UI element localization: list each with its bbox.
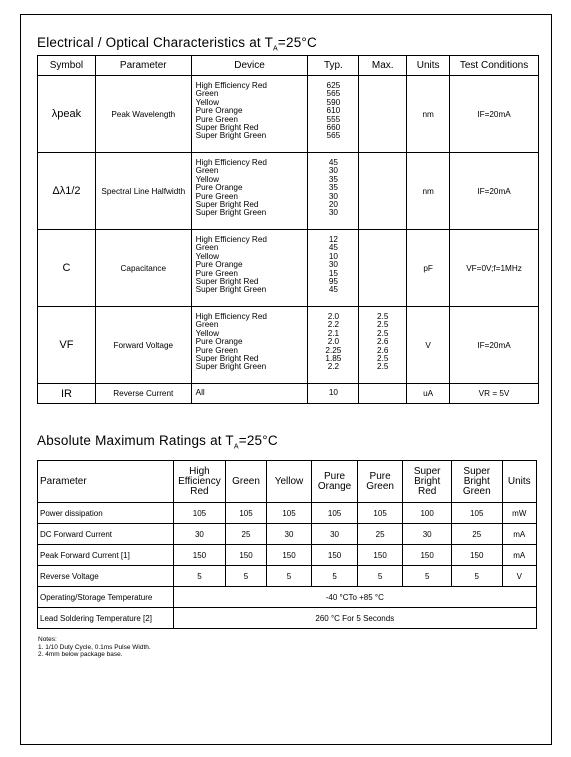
units-cell: pF: [407, 230, 450, 307]
header-line: Pure: [323, 470, 346, 482]
typ-cell: [308, 76, 359, 153]
units-cell: V: [407, 307, 450, 384]
device-name: Yellow: [195, 251, 220, 261]
table-row: [38, 230, 539, 307]
max-value: 2.5: [377, 362, 389, 372]
header-line: High: [189, 465, 210, 477]
device-name: Yellow: [195, 97, 220, 107]
device-cell: [191, 76, 308, 153]
parameter-cell: Peak Forward Current [1]: [38, 545, 174, 566]
typ-value: 1.85: [325, 354, 342, 364]
parameter-cell: DC Forward Current: [38, 524, 174, 545]
parameter-cell: Peak Wavelength: [95, 76, 191, 153]
device-name: Super Bright Red: [195, 354, 259, 364]
units-cell: uA: [407, 384, 450, 404]
device-name: Super Bright Green: [195, 131, 267, 141]
max-value: 2.5: [377, 320, 389, 330]
max-cell: [359, 384, 407, 404]
column-header: [38, 461, 174, 503]
value-cell: 30: [173, 524, 226, 545]
value-cell: 105: [312, 503, 358, 524]
device-cell: [191, 307, 308, 384]
max-cell: [359, 307, 407, 384]
value-cell: 25: [451, 524, 502, 545]
value-cell: 260 °C For 5 Seconds: [173, 608, 536, 629]
max-value: 2.5: [377, 312, 389, 321]
max-cell: [359, 230, 407, 307]
device-cell: [191, 230, 308, 307]
symbol-cell: λpeak: [38, 76, 96, 153]
typ-value: 565: [326, 89, 341, 99]
device-name: Pure Green: [195, 345, 238, 355]
device-cell: All: [191, 384, 308, 404]
column-header: Test Conditions: [450, 56, 539, 76]
typ-value: 12: [328, 235, 338, 244]
value-cell: 150: [451, 545, 502, 566]
table-row: [38, 503, 537, 524]
typ-value: 35: [328, 174, 338, 184]
value-cell: 25: [357, 524, 403, 545]
table-row: [38, 76, 539, 153]
value-cell: 5: [312, 566, 358, 587]
typ-value: 2.2: [327, 320, 340, 330]
parameter-cell: Operating/Storage Temperature: [38, 587, 174, 608]
header-line: Bright: [463, 475, 490, 487]
device-name: Pure Green: [195, 268, 238, 278]
header-line: Green: [366, 480, 394, 492]
units-cell: mA: [502, 524, 536, 545]
value-cell: 5: [403, 566, 452, 587]
header-line: Efficiency: [178, 475, 221, 487]
device-name: Green: [195, 89, 219, 99]
device-name: Pure Green: [195, 114, 238, 124]
device-name: High Efficiency Red: [195, 81, 267, 90]
units-cell: mA: [502, 545, 536, 566]
device-name: High Efficiency Red: [195, 312, 267, 321]
typ-cell: [308, 153, 359, 230]
header-line: Red: [417, 485, 437, 497]
header-line: Super: [463, 465, 491, 477]
device-name: Super Bright Red: [195, 123, 259, 133]
parameter-cell: Power dissipation: [38, 503, 174, 524]
parameter-cell: Lead Soldering Temperature [2]: [38, 608, 174, 629]
column-header: [226, 461, 266, 503]
device-name: High Efficiency Red: [195, 235, 267, 244]
parameter-cell: Forward Voltage: [95, 307, 191, 384]
device-name: Super Bright Green: [195, 285, 267, 295]
absolute-max-ratings-table: [37, 460, 537, 629]
conditions-cell: VF=0V;f=1MHz: [450, 230, 539, 307]
header-line: Pure: [369, 470, 391, 482]
symbol-cell: C: [38, 230, 96, 307]
typ-value: 610: [326, 106, 341, 116]
typ-value: 10: [328, 251, 338, 261]
conditions-cell: IF=20mA: [450, 76, 539, 153]
header-line: Parameter: [40, 475, 87, 487]
note-1: 1. 1/10 Duty Cycle, 0.1ms Pulse Width.: [38, 643, 151, 651]
table2-title: Absolute Maximum Ratings at $T_A=25^\circ C$: [37, 433, 278, 451]
device-name: Super Bright Red: [195, 200, 259, 210]
typ-value: 45: [328, 285, 338, 295]
typ-value: 2.25: [325, 345, 342, 355]
value-cell: 30: [403, 524, 452, 545]
device-cell: [191, 153, 308, 230]
header-line: Units: [507, 475, 531, 487]
typ-value: 30: [328, 260, 338, 270]
device-name: Pure Orange: [195, 337, 243, 347]
header-line: Bright: [414, 475, 441, 487]
typ-value: 555: [326, 114, 341, 124]
header-line: Green: [462, 485, 491, 497]
max-cell: [359, 153, 407, 230]
typ-value: 660: [326, 123, 341, 133]
typ-cell: 10: [308, 384, 359, 404]
device-name: Green: [195, 166, 219, 176]
conditions-cell: IF=20mA: [450, 307, 539, 384]
conditions-cell: VR = 5V: [450, 384, 539, 404]
column-header: [173, 461, 226, 503]
value-cell: 30: [312, 524, 358, 545]
value-cell: 105: [451, 503, 502, 524]
value-cell: 5: [451, 566, 502, 587]
column-header: Typ.: [308, 56, 359, 76]
typ-value: 2.1: [327, 328, 340, 338]
parameter-cell: Reverse Current: [95, 384, 191, 404]
max-value: 2.5: [377, 328, 389, 338]
typ-value: 15: [328, 268, 338, 278]
value-cell: 105: [266, 503, 312, 524]
units-cell: nm: [407, 153, 450, 230]
electrical-optical-table: [37, 55, 539, 404]
typ-value: 625: [326, 81, 341, 90]
parameter-cell: Reverse Voltage: [38, 566, 174, 587]
value-cell: 5: [226, 566, 266, 587]
typ-value: 2.0: [327, 337, 340, 347]
device-name: Pure Green: [195, 191, 238, 201]
typ-value: 30: [328, 166, 338, 176]
column-header: [266, 461, 312, 503]
units-cell: mW: [502, 503, 536, 524]
max-value: 2.6: [377, 337, 389, 347]
table-row: [38, 524, 537, 545]
table-row: [38, 384, 539, 404]
device-name: Super Bright Green: [195, 208, 267, 218]
typ-cell: [308, 307, 359, 384]
typ-value: 565: [326, 131, 341, 141]
typ-value: 45: [328, 243, 338, 253]
device-name: Yellow: [195, 174, 220, 184]
table-row: [38, 608, 537, 629]
typ-value: 45: [328, 158, 338, 167]
device-name: Yellow: [195, 328, 220, 338]
parameter-cell: Spectral Line Halfwidth: [95, 153, 191, 230]
header-line: Super: [413, 465, 441, 477]
symbol-cell: VF: [38, 307, 96, 384]
value-cell: 5: [266, 566, 312, 587]
typ-value: 35: [328, 183, 338, 193]
value-cell: 150: [226, 545, 266, 566]
symbol-cell: IR: [38, 384, 96, 404]
table-row: [38, 566, 537, 587]
table-row: [38, 153, 539, 230]
column-header: Device: [191, 56, 308, 76]
device-name: Pure Orange: [195, 106, 243, 116]
value-cell: 150: [312, 545, 358, 566]
max-cell: [359, 76, 407, 153]
value-cell: 150: [266, 545, 312, 566]
device-name: High Efficiency Red: [195, 158, 267, 167]
column-header: [357, 461, 403, 503]
value-cell: 5: [173, 566, 226, 587]
value-cell: 105: [226, 503, 266, 524]
typ-value: 20: [328, 200, 338, 210]
value-cell: 30: [266, 524, 312, 545]
column-header: [451, 461, 502, 503]
parameter-cell: Capacitance: [95, 230, 191, 307]
typ-value: 95: [328, 277, 338, 287]
header-line: Green: [232, 475, 260, 487]
value-cell: 150: [173, 545, 226, 566]
device-name: Green: [195, 320, 219, 330]
value-cell: 105: [173, 503, 226, 524]
value-cell: 150: [357, 545, 403, 566]
typ-value: 30: [328, 191, 338, 201]
column-header: Max.: [359, 56, 407, 76]
device-name: Super Bright Red: [195, 277, 259, 287]
typ-value: 2.2: [327, 362, 340, 372]
value-cell: 5: [357, 566, 403, 587]
column-header: [403, 461, 452, 503]
typ-value: 30: [328, 208, 338, 218]
column-header: [502, 461, 536, 503]
value-cell: 100: [403, 503, 452, 524]
header-line: Red: [190, 485, 209, 497]
header-line: Orange: [317, 480, 352, 492]
table-row: [38, 545, 537, 566]
device-name: Pure Orange: [195, 260, 243, 270]
column-header: Units: [407, 56, 450, 76]
units-cell: nm: [407, 76, 450, 153]
typ-value: 590: [326, 97, 341, 107]
notes: [38, 636, 151, 659]
table1-title: Electrical / Optical Characteristics at $T_A=25^\circ C$: [37, 35, 317, 53]
header-line: Yellow: [274, 475, 304, 487]
value-cell: 150: [403, 545, 452, 566]
table-row: [38, 587, 537, 608]
value-cell: 105: [357, 503, 403, 524]
units-cell: V: [502, 566, 536, 587]
symbol-cell: Δλ1/2: [38, 153, 96, 230]
device-name: Super Bright Green: [195, 362, 267, 372]
column-header: [312, 461, 358, 503]
note-2: 2. 4mm below package base.: [38, 651, 123, 659]
notes-heading: Notes:: [38, 636, 57, 643]
max-value: 2.5: [377, 354, 389, 364]
conditions-cell: IF=20mA: [450, 153, 539, 230]
value-cell: -40 °CTo +85 °C: [173, 587, 536, 608]
table-row: [38, 307, 539, 384]
column-header: Symbol: [38, 56, 96, 76]
value-cell: 25: [226, 524, 266, 545]
typ-value: 2.0: [327, 312, 340, 321]
max-value: 2.6: [377, 345, 389, 355]
device-name: Green: [195, 243, 219, 253]
typ-cell: [308, 230, 359, 307]
column-header: Parameter: [95, 56, 191, 76]
device-name: Pure Orange: [195, 183, 243, 193]
